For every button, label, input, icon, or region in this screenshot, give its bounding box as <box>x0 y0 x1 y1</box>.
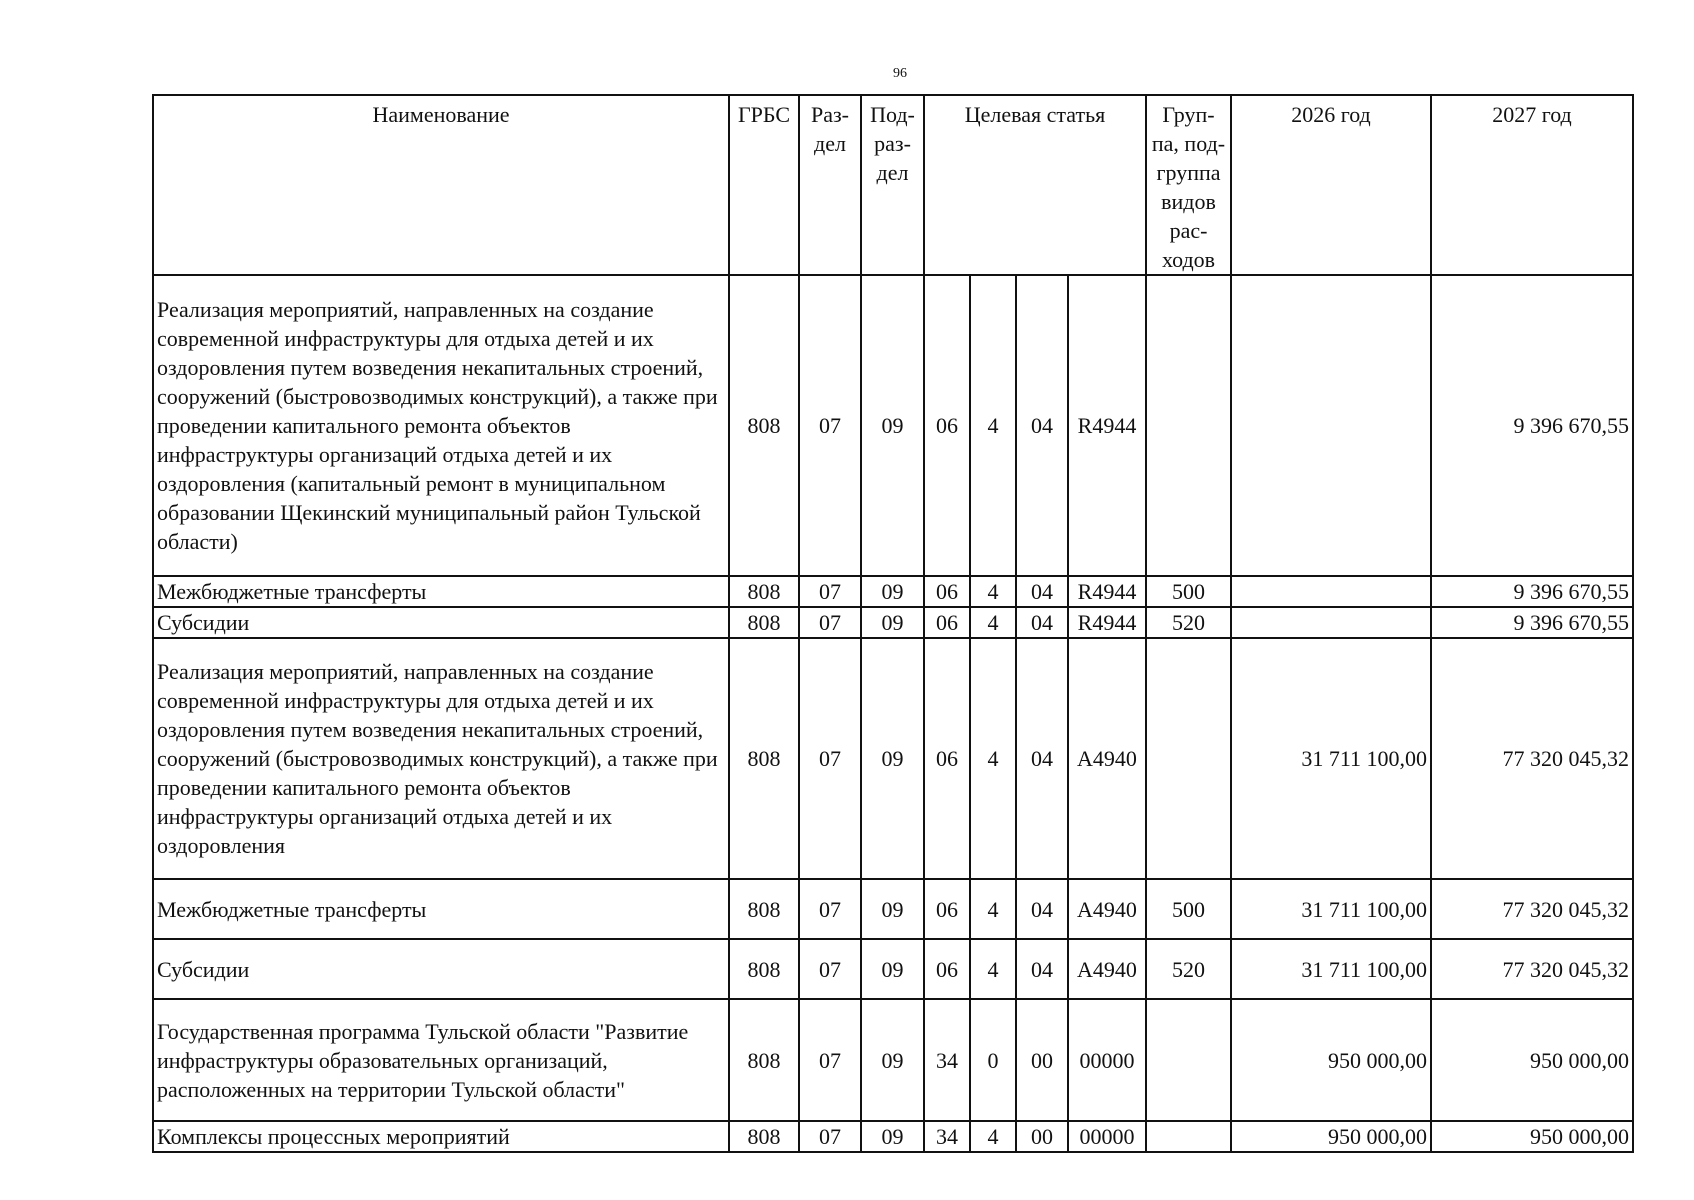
row-name: Субсидии <box>153 607 729 638</box>
table-row <box>153 576 1633 607</box>
row-target-program: 06 <box>924 939 970 999</box>
row-expense-group <box>1146 999 1231 1121</box>
row-grbs: 808 <box>729 879 799 939</box>
row-amount-2026: 950 000,00 <box>1231 999 1431 1121</box>
row-name: Реализация мероприятий, направленных на создание современной инфраструктуры для отдыха детей и их оздоровления путем возведения некапитальных строений, сооружений (быстровозводимых конструкций), а также при проведении капитального ремонта объектов инфраструктуры организаций отдыха детей и их оздоровления <box>153 638 729 879</box>
row-amount-2026 <box>1231 576 1431 607</box>
row-amount-2027: 950 000,00 <box>1431 999 1633 1121</box>
row-target-block: 04 <box>1016 879 1068 939</box>
row-amount-2027: 9 396 670,55 <box>1431 275 1633 576</box>
row-target-block: 04 <box>1016 607 1068 638</box>
row-section: 07 <box>799 638 861 879</box>
row-target-program: 06 <box>924 275 970 576</box>
row-grbs: 808 <box>729 999 799 1121</box>
row-section: 07 <box>799 576 861 607</box>
header-row <box>153 95 1633 275</box>
row-target-program: 06 <box>924 607 970 638</box>
budget-table <box>152 94 1634 1153</box>
row-name: Межбюджетные трансферты <box>153 879 729 939</box>
row-target-code: R4944 <box>1068 607 1146 638</box>
header-grbs: ГРБС <box>729 95 799 275</box>
header-year-2026: 2026 год <box>1231 95 1431 275</box>
row-subsection: 09 <box>861 275 924 576</box>
row-target-block: 04 <box>1016 275 1068 576</box>
row-target-code: 00000 <box>1068 999 1146 1121</box>
row-target-code: R4944 <box>1068 576 1146 607</box>
table-row <box>153 607 1633 638</box>
row-amount-2026: 950 000,00 <box>1231 1121 1431 1152</box>
table-row <box>153 275 1633 576</box>
table-row <box>153 999 1633 1121</box>
header-name: Наименование <box>153 95 729 275</box>
header-year-2027: 2027 год <box>1431 95 1633 275</box>
row-name: Межбюджетные трансферты <box>153 576 729 607</box>
row-grbs: 808 <box>729 939 799 999</box>
row-target-type: 4 <box>970 939 1016 999</box>
row-amount-2026 <box>1231 275 1431 576</box>
row-target-type: 4 <box>970 1121 1016 1152</box>
row-amount-2027: 77 320 045,32 <box>1431 879 1633 939</box>
row-amount-2027: 9 396 670,55 <box>1431 576 1633 607</box>
row-section: 07 <box>799 1121 861 1152</box>
row-expense-group: 520 <box>1146 607 1231 638</box>
row-amount-2026 <box>1231 607 1431 638</box>
row-section: 07 <box>799 999 861 1121</box>
row-subsection: 09 <box>861 1121 924 1152</box>
row-amount-2027: 9 396 670,55 <box>1431 607 1633 638</box>
row-expense-group: 500 <box>1146 879 1231 939</box>
row-target-type: 4 <box>970 607 1016 638</box>
row-target-block: 00 <box>1016 1121 1068 1152</box>
row-subsection: 09 <box>861 638 924 879</box>
row-name: Государственная программа Тульской области "Развитие инфраструктуры образовательных организаций, расположенных на территории Тульской области" <box>153 999 729 1121</box>
row-grbs: 808 <box>729 275 799 576</box>
header-section: Раз- дел <box>799 95 861 275</box>
row-target-program: 34 <box>924 1121 970 1152</box>
row-expense-group <box>1146 638 1231 879</box>
row-target-block: 04 <box>1016 576 1068 607</box>
table-row <box>153 939 1633 999</box>
row-amount-2027: 77 320 045,32 <box>1431 939 1633 999</box>
row-amount-2026: 31 711 100,00 <box>1231 879 1431 939</box>
row-target-block: 04 <box>1016 939 1068 999</box>
row-target-program: 06 <box>924 576 970 607</box>
row-subsection: 09 <box>861 879 924 939</box>
row-expense-group <box>1146 1121 1231 1152</box>
row-section: 07 <box>799 879 861 939</box>
row-target-type: 0 <box>970 999 1016 1121</box>
table-row <box>153 879 1633 939</box>
row-subsection: 09 <box>861 939 924 999</box>
page-number: 96 <box>893 66 907 81</box>
row-target-code: 00000 <box>1068 1121 1146 1152</box>
row-target-program: 06 <box>924 638 970 879</box>
row-target-type: 4 <box>970 275 1016 576</box>
row-subsection: 09 <box>861 576 924 607</box>
row-target-type: 4 <box>970 576 1016 607</box>
row-grbs: 808 <box>729 576 799 607</box>
row-expense-group: 500 <box>1146 576 1231 607</box>
row-amount-2027: 950 000,00 <box>1431 1121 1633 1152</box>
row-amount-2026: 31 711 100,00 <box>1231 638 1431 879</box>
row-target-block: 04 <box>1016 638 1068 879</box>
row-target-type: 4 <box>970 638 1016 879</box>
table-row <box>153 1121 1633 1152</box>
row-section: 07 <box>799 939 861 999</box>
row-target-program: 06 <box>924 879 970 939</box>
row-target-code: A4940 <box>1068 879 1146 939</box>
row-target-code: R4944 <box>1068 275 1146 576</box>
row-target-code: A4940 <box>1068 638 1146 879</box>
row-amount-2027: 77 320 045,32 <box>1431 638 1633 879</box>
row-expense-group <box>1146 275 1231 576</box>
table-row <box>153 638 1633 879</box>
row-grbs: 808 <box>729 1121 799 1152</box>
row-section: 07 <box>799 607 861 638</box>
header-subsection: Под- раз- дел <box>861 95 924 275</box>
row-target-block: 00 <box>1016 999 1068 1121</box>
row-subsection: 09 <box>861 607 924 638</box>
row-grbs: 808 <box>729 638 799 879</box>
row-expense-group: 520 <box>1146 939 1231 999</box>
row-section: 07 <box>799 275 861 576</box>
row-target-code: A4940 <box>1068 939 1146 999</box>
row-subsection: 09 <box>861 999 924 1121</box>
table-body <box>153 275 1633 1152</box>
row-name: Комплексы процессных мероприятий <box>153 1121 729 1152</box>
row-name: Реализация мероприятий, направленных на создание современной инфраструктуры для отдыха детей и их оздоровления путем возведения некапитальных строений, сооружений (быстровозводимых конструкций), а также при проведении капитального ремонта объектов инфраструктуры организаций отдыха детей и их оздоровления (капитальный ремонт в муниципальном образовании Щекинский муниципальный район Тульской области) <box>153 275 729 576</box>
header-target: Целевая статья <box>924 95 1146 275</box>
row-amount-2026: 31 711 100,00 <box>1231 939 1431 999</box>
row-name: Субсидии <box>153 939 729 999</box>
row-grbs: 808 <box>729 607 799 638</box>
row-target-program: 34 <box>924 999 970 1121</box>
row-target-type: 4 <box>970 879 1016 939</box>
header-group: Груп- па, под- группа видов рас- ходов <box>1146 95 1231 275</box>
